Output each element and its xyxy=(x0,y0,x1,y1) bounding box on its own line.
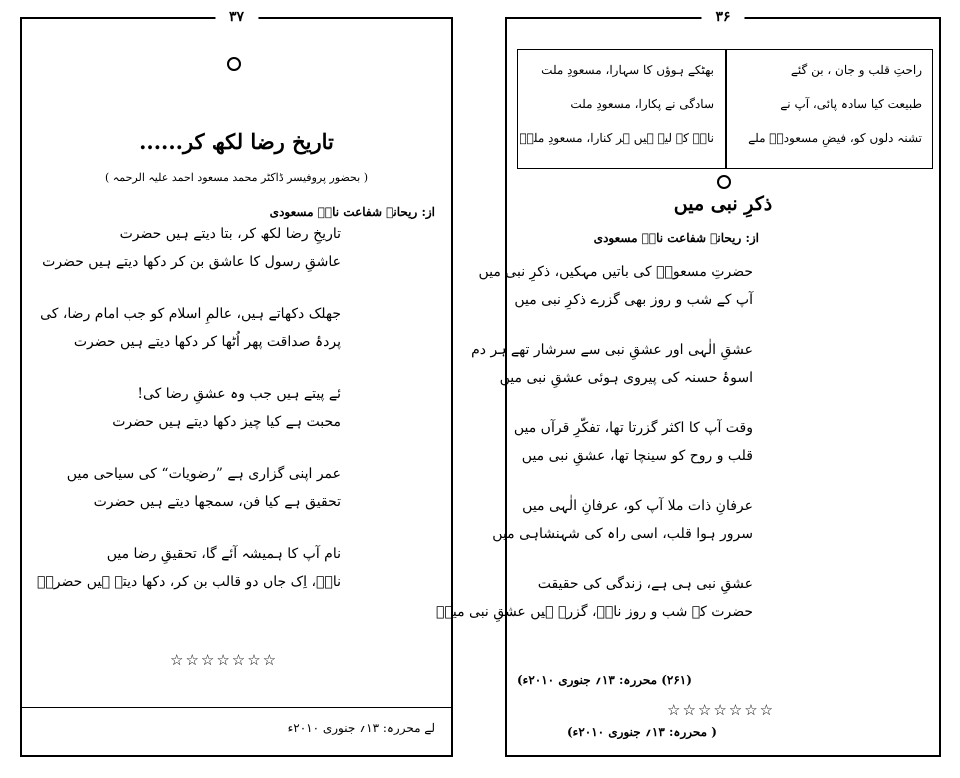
verse-line: نام آپ کا ہمیشہ آئے گا، تحقیقِ رضا میں xyxy=(106,546,341,562)
verse-line: جھلک دکھاتے ہیں، عالمِ اسلام کو جب امام رضا، کی xyxy=(40,306,341,322)
box-verse-line: راحتِ قلب و جان ، بن گئے xyxy=(790,63,922,77)
page-number: ۳۶ xyxy=(701,8,744,26)
box-verse-line: سادگی نے پکارا، مسعودِ ملت xyxy=(570,97,714,111)
footnote: لے محررہ: ۱۳؍ جنوری ۲۰۱۰ء xyxy=(287,721,435,735)
verse-line: آپ کے شب و روز بھی گزرے ذکرِ نبی میں xyxy=(514,292,753,308)
verse-line: حضرتِ مسعودؔ کی باتیں مہکیں، ذکرِ نبی میں xyxy=(478,264,753,280)
verse-line: نازؔ، اِک جاں دو قالب بن کر، دکھا دیتے ہیں حضرتؒ xyxy=(36,574,341,590)
page-number: ۳۷ xyxy=(215,8,258,26)
poem-author: از: ریحانہ شفاعت نازؔ مسعودی xyxy=(269,205,435,219)
verse-line: پردۂ صداقت پھر اُٹھا کر دکھا دیتے ہیں حضرت xyxy=(73,334,341,350)
box-verse-line: طبیعت کیا سادہ پائی، آپ نے xyxy=(780,97,922,111)
date-note: ( محررہ: ۱۳؍ جنوری ۲۰۱۰ء) xyxy=(567,725,717,739)
circle-ornament-icon xyxy=(717,175,731,189)
verse-line: تحقیق ہے کیا فن، سمجھا دیتے ہیں حضرت xyxy=(93,494,341,510)
verse-box xyxy=(517,49,933,169)
footnote-rule xyxy=(22,707,451,708)
verse-line: ئے پیتے ہیں جب وہ عشقِ رضا کی! xyxy=(137,386,341,402)
verse-line: محبت ہے کیا چیز دکھا دیتے ہیں حضرت xyxy=(112,414,341,430)
star-divider: ☆☆☆☆☆☆☆ xyxy=(667,701,776,719)
date-note: (۲۶۱) محررہ: ۱۳؍ جنوری ۲۰۱۰ء) xyxy=(517,673,692,687)
box-verse-line: نازؔ کے لیے ہیں ہر کنارا، مسعودِ ملتؒ xyxy=(519,131,714,145)
poem-subtitle: ( بحضور پروفیسر ڈاکٹر محمد مسعود احمد علیہ الرحمہ ) xyxy=(105,171,368,184)
verse-line: عشقِ نبی ہی ہے، زندگی کی حقیقت xyxy=(537,576,753,592)
verse-line: تاریخِ رضا لکھ کر، بتا دیتے ہیں حضرت xyxy=(119,226,341,242)
star-divider: ☆☆☆☆☆☆☆ xyxy=(170,651,279,669)
left-page xyxy=(20,9,453,757)
verse-line: اسوۂ حسنہ کی پیروی ہوئی عشقِ نبی میں xyxy=(499,370,753,386)
verse-line: عمر اپنی گزاری ہے ”رضویات“ کی سیاحی میں xyxy=(66,466,341,482)
poem-title: ذکرِ نبی میں xyxy=(673,193,773,215)
box-verse-line: بھٹکے ہوؤں کا سہارا، مسعودِ ملت xyxy=(541,63,714,77)
box-divider xyxy=(725,50,727,168)
verse-line: سرور ہوا قلب، اسی راہ کی شہنشاہی میں xyxy=(492,526,753,542)
verse-line: حضرت کے شب و روز نازؔ، گزرے ہیں عشقِ نبی میںؒ xyxy=(436,604,753,620)
verse-line: عشقِ الٰہی اور عشقِ نبی سے سرشار تھے ہر دم xyxy=(471,342,753,358)
verse-line: عاشقِ رسول کا عاشق بن کر دکھا دیتے ہیں حضرت xyxy=(42,254,341,270)
poem-author: از: ریحانہ شفاعت نازؔ مسعودی xyxy=(593,231,759,245)
right-page xyxy=(436,9,941,757)
verse-line: وقت آپ کا اکثر گزرتا تھا، تفکّرِ قرآں میں xyxy=(513,420,753,436)
poem-title: تاریخ رضا لکھ کر...... xyxy=(139,129,334,154)
verse-line: عرفانِ ذات ملا آپ کو، عرفانِ الٰہی میں xyxy=(522,498,753,514)
box-verse-line: تشنہ دلوں کو، فیضِ مسعودیؔ ملے xyxy=(748,131,922,145)
circle-ornament-icon xyxy=(227,57,241,71)
verse-line: قلب و روح کو سینچا تھا، عشقِ نبی میں xyxy=(521,448,753,464)
